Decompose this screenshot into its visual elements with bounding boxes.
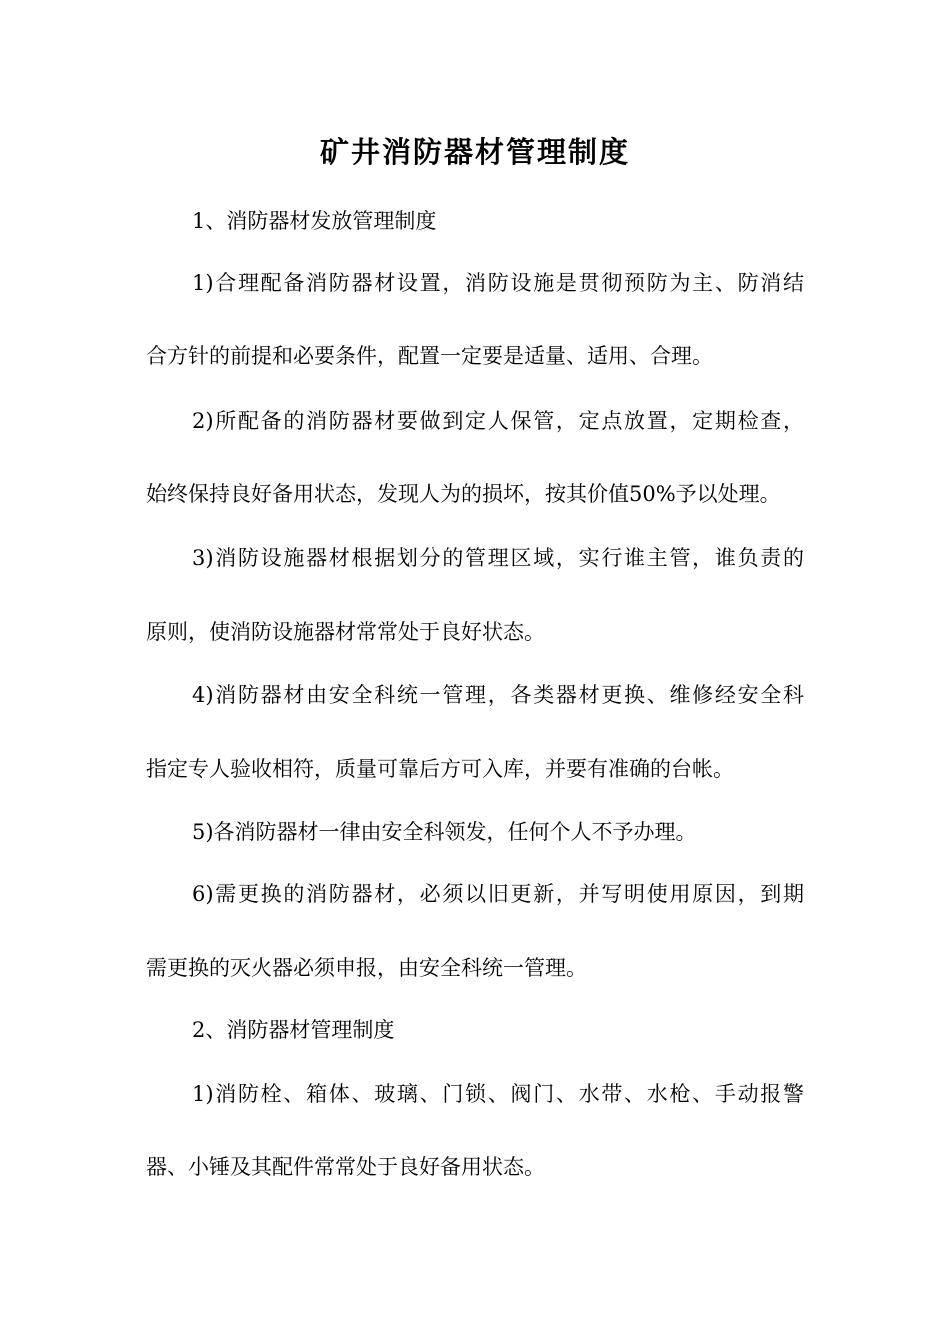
paragraph-line: 2)所配备的消防器材要做到定人保管，定点放置，定期检查， — [192, 409, 804, 433]
paragraph-line: 器、小锤及其配件常常处于良好备用状态。 — [146, 1155, 545, 1179]
paragraph-line: 原则，使消防设施器材常常处于良好状态。 — [146, 620, 545, 644]
paragraph-line: 4)消防器材由安全科统一管理，各类器材更换、维修经安全科 — [192, 683, 804, 707]
section-heading-2: 2、消防器材管理制度 — [192, 1018, 395, 1042]
document-title: 矿井消防器材管理制度 — [319, 135, 630, 169]
paragraph-line: 1)合理配备消防器材设置，消防设施是贯彻预防为主、防消结 — [192, 271, 804, 295]
paragraph-line: 指定专人验收相符，质量可靠后方可入库，并要有准确的台帐。 — [146, 757, 734, 781]
section-heading-1: 1、消防器材发放管理制度 — [192, 209, 437, 233]
paragraph-line: 始终保持良好备用状态，发现人为的损坏，按其价值50%予以处理。 — [146, 482, 781, 506]
paragraph-line: 1)消防栓、箱体、玻璃、门锁、阀门、水带、水枪、手动报警 — [192, 1082, 804, 1106]
paragraph-line: 3)消防设施器材根据划分的管理区域，实行谁主管，谁负责的 — [192, 546, 804, 570]
paragraph-line: 需更换的灭火器必须申报，由安全科统一管理。 — [146, 956, 587, 980]
paragraph-line: 5)各消防器材一律由安全科领发，任何个人不予办理。 — [192, 820, 697, 844]
paragraph-line: 合方针的前提和必要条件，配置一定要是适量、适用、合理。 — [146, 344, 713, 368]
paragraph-line: 6)需更换的消防器材，必须以旧更新，并写明使用原因，到期 — [192, 882, 804, 906]
